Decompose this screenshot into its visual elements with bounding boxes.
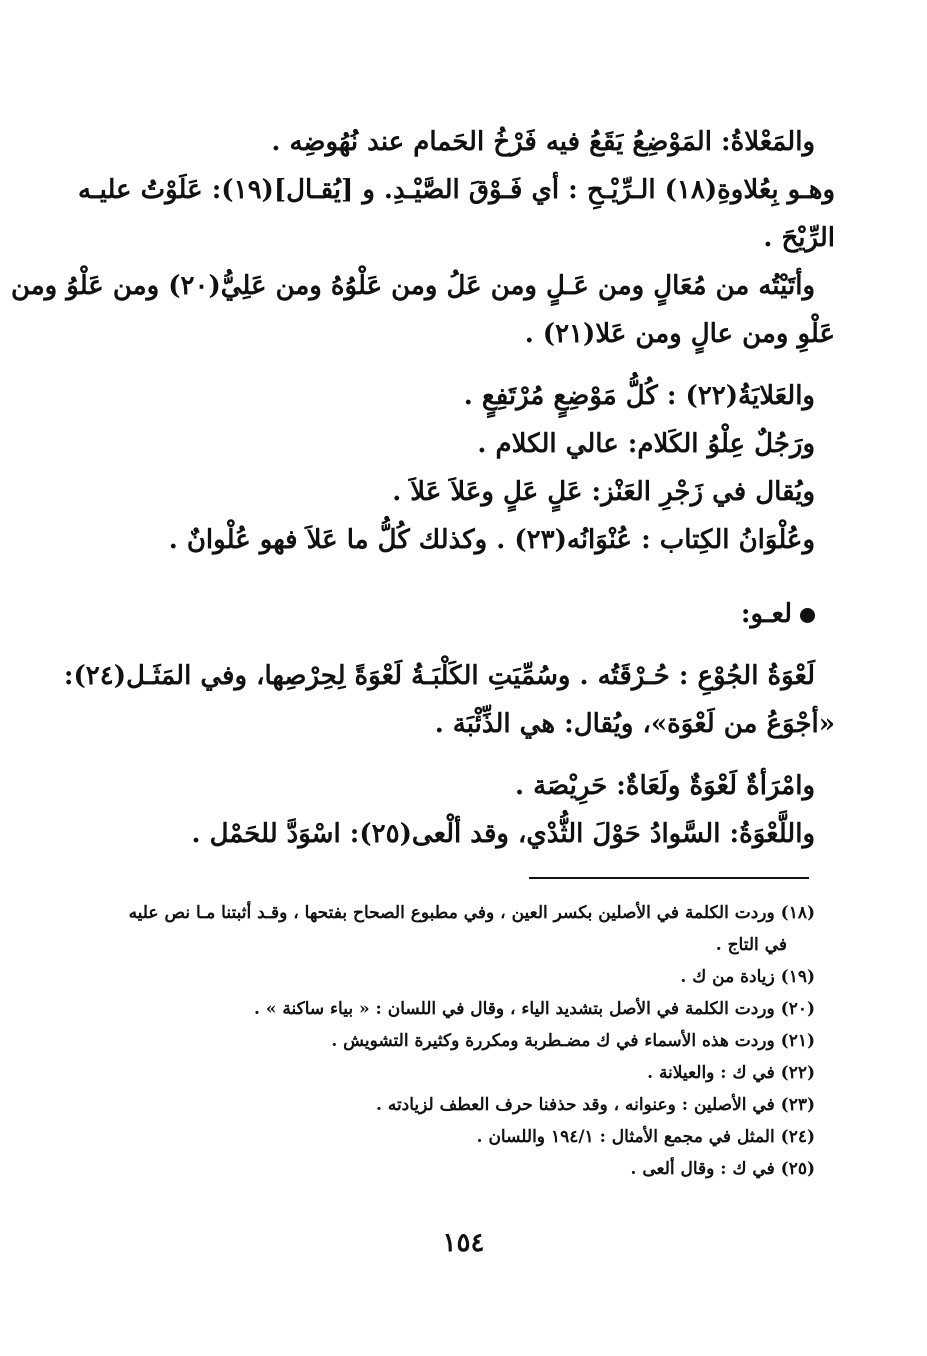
text-line: لَعْوَةُ الجُوْعِ : حُـرْقَتُه . وسُمِّيَتِ الكَلْبَـةُ لَعْوَةً لِحِرْصِها، وفي المَثَـل(٢٤):	[63, 661, 815, 691]
main-text	[10, 118, 835, 858]
text-line: وهـو بِعُلاوةِ(١٨) الـرِّيْـحِ : أي فَـوْقَ الصَّيْـدِ. و [يُقـال](١٩): عَلَوْتُ عليـه	[78, 175, 835, 205]
footnote-continuation: في التاج .	[715, 935, 787, 955]
text-line: والعَلايَةُ(٢٢) : كُلُّ مَوْضِعٍ مُرْتَفِعٍ .	[463, 381, 815, 411]
text-line: والمَعْلاةُ: المَوْضِعُ يَقَعُ فيه فَرْخُ الحَمام عند نُهُوضِه .	[271, 127, 815, 157]
footnote: (٢٣) في الأصلين : وعنوانه ، وقد حذفنا حرف العطف لزيادته .	[376, 1095, 815, 1115]
text-line: وأتَيْتُه من مُعَالٍ ومن عَـلٍ ومن عَلُ ومن عَلْوُهُ ومن عَلِيُّ(٢٠) ومن عَلْوُ ومن	[10, 271, 815, 301]
footnote: (٢٤) المثل في مجمع الأمثال : ١٩٤/١ واللسان .	[476, 1127, 815, 1147]
text-line: الرِّيْحَ .	[763, 223, 835, 253]
footnote: (١٩) زيادة من ك .	[680, 967, 815, 987]
text-line: وامْرَأةٌ لَعْوَةٌ ولَعَاةٌ: حَرِيْصَة .	[515, 771, 815, 801]
text-line: ويُقال في زَجْرِ العَنْز: عَلٍ عَلٍ وعَلاَ عَلاَ .	[392, 477, 815, 507]
bullet-icon	[800, 608, 815, 623]
footnote: (٢٢) في ك : والعيلانة .	[647, 1063, 815, 1083]
text-line: واللَّعْوَةُ: السَّوادُ حَوْلَ الثُّدْي، وقد ألْعى(٢٥): اسْوَدَّ للحَمْل .	[191, 819, 815, 849]
page-number: ١٥٤	[442, 1228, 485, 1258]
section-heading	[92, 590, 835, 638]
footnote: (٢٥) في ك : وقال ألعى .	[630, 1159, 815, 1179]
footnotes	[90, 897, 815, 1185]
text-line: عَلْوِ ومن عالٍ ومن عَلا(٢١) .	[524, 319, 835, 349]
section-heading-label: لعـو:	[740, 599, 792, 629]
text-line: ورَجُلٌ عِلْوُ الكَلام: عالي الكلام .	[477, 429, 815, 459]
footnote: (٢٠) وردت الكلمة في الأصل بتشديد الياء ، وقال في اللسان : « بياء ساكنة » .	[254, 999, 815, 1019]
footnote: (١٨) وردت الكلمة في الأصلين بكسر العين ، وفي مطبوع الصحاح بفتحها ، وقـد أثبتنا مـا نص عليه	[128, 903, 815, 923]
footnote: (٢١) وردت هذه الأسماء في ك مضـطربة ومكررة وكثيرة التشويش .	[331, 1031, 815, 1051]
footnote-separator	[529, 877, 809, 879]
text-line: وعُلْوَانُ الكِتاب : عُنْوَانُه(٢٣) . وكذلك كُلُّ ما عَلاَ فهو عُلْوانٌ .	[168, 525, 815, 555]
text-line: «أجْوَعُ من لَعْوَة»، ويُقال: هي الذِّئْبَة .	[434, 709, 835, 739]
